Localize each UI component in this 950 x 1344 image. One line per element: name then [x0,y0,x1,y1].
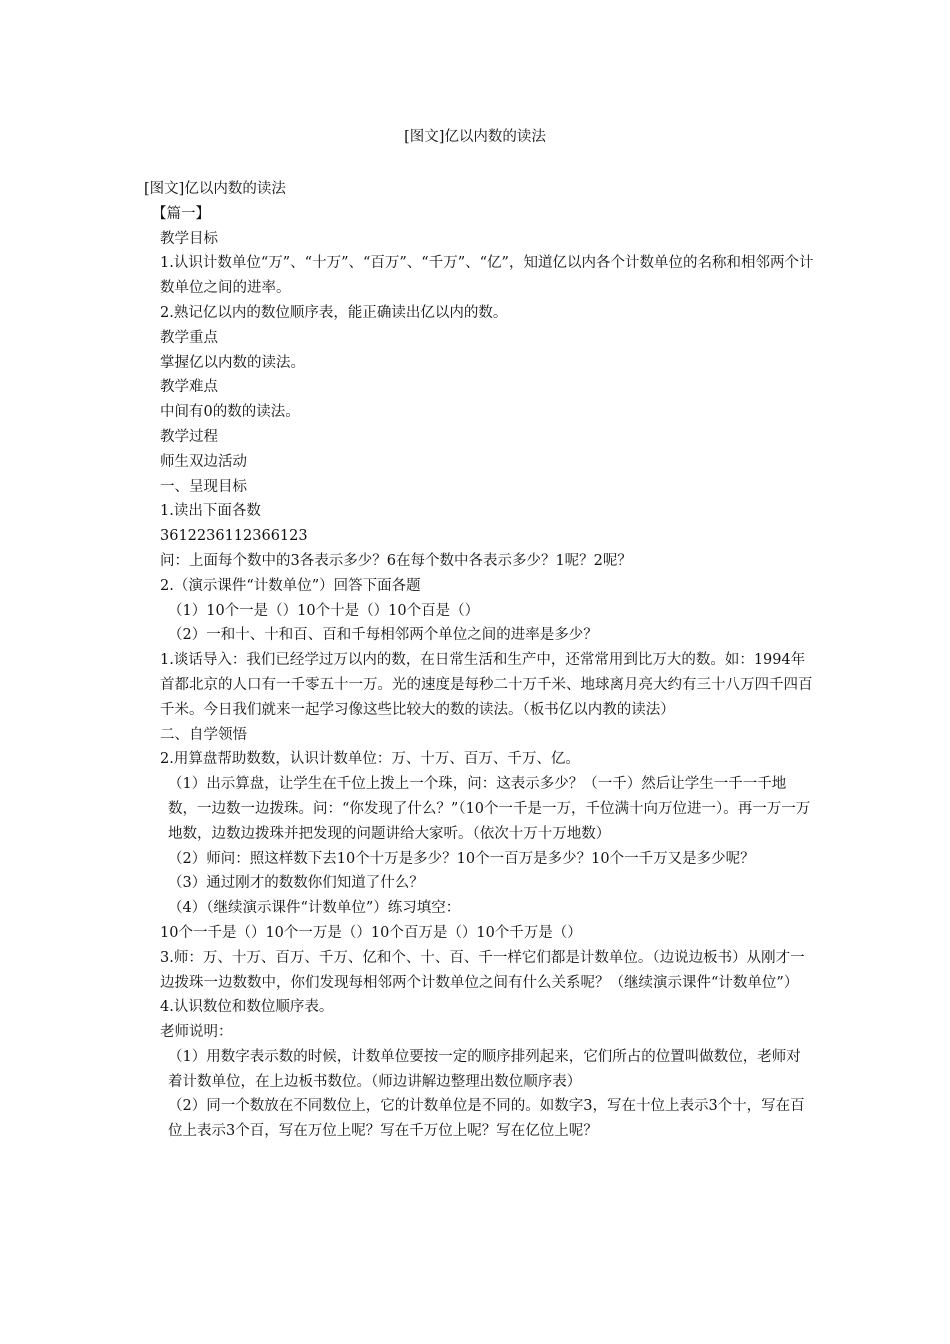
paragraph: 老师说明： [160,1024,233,1041]
paragraph: （4）（继续演示课件“计数单位”）练习填空： [168,900,461,917]
paragraph: （3）通过刚才的数数你们知道了什么？ [168,875,424,892]
paragraph: 2.用算盘帮助数数，认识计数单位：万、十万、百万、千万、亿。 [160,751,580,768]
paragraph: 2.（演示课件“计数单位”）回答下面各题 [160,577,421,594]
paragraph: （1）10个一是（）10个十是（）10个百是（） [168,602,480,619]
paragraph: 二、自学领悟 [160,726,247,743]
paragraph: 4.认识数位和数位顺序表。 [160,999,334,1016]
paragraph: 教学目标 [160,230,218,247]
paragraph: 师生双边活动 [160,453,247,470]
paragraph: 10个一千是（）10个一万是（）10个百万是（）10个千万是（） [160,924,582,941]
paragraph: （1）用数字表示数的时候，计数单位要按一定的顺序排列起来，它们所占的位置叫做数位，老师对着计数单位，在上边板书数位。（师边讲解边整理出数位顺序表） [168,1048,801,1090]
paragraph: 掌握亿以内数的读法。 [160,354,305,371]
paragraph: 一、呈现目标 [160,478,247,495]
paragraph: 3.师：万、十万、百万、千万、亿和个、十、百、千一样它们都是计数单位。（边说边板书）从刚才一边拨珠一边数数中，你们发现每相邻两个计数单位之间有什么关系呢？（继续演示课件“计数单位”） [160,949,805,991]
paragraph: 1.读出下面各数 [160,503,261,520]
paragraph: 【篇一】 [152,205,210,222]
paragraph: 教学重点 [160,329,218,346]
paragraph: 问：上面每个数中的3各表示多少？6在每个数中各表示多少？1呢？2呢？ [160,552,632,569]
paragraph: 1.谈话导入：我们已经学过万以内的数，在日常生活和生产中，还常常用到比万大的数。如：1994年首都北京的人口有一千零五十一万。光的速度是每秒二十万千米、地球离月亮大约有三十八万四千四百千米。今日我们就来一起学习像这些比较大的数的读法。（板书亿以内教的读法） [160,652,813,718]
document-title: [图文]亿以内数的读法 [404,129,546,145]
paragraph: （2）同一个数放在不同数位上，它的计数单位是不同的。如数字3，写在十位上表示3个十，写在百位上表示3个百，写在万位上呢？写在千万位上呢？写在亿位上呢？ [168,1098,805,1140]
paragraph: 1.认识计数单位“万”、“十万”、“百万”、“千万”、“亿”，知道亿以内各个计数单位的名称和相邻两个计数单位之间的进率。 [160,255,814,297]
document-body [144,177,814,1144]
paragraph: [图文]亿以内数的读法 [144,181,286,197]
paragraph: 教学过程 [160,428,218,445]
paragraph: （1）出示算盘，让学生在千位上拨上一个珠，问：这表示多少？（一千）然后让学生一千一千地数，一边数一边拨珠。问：“你发现了什么？”（10个一千是一万，千位满十向万位进一）。再一万一万地数，边数边拨珠并把发现的问题讲给大家听。（依次十万十万地数） [168,776,811,842]
paragraph: 2.熟记亿以内的数位顺序表，能正确读出亿以内的数。 [160,304,508,321]
paragraph: （2）一和十、十和百、百和千每相邻两个单位之间的进率是多少？ [168,627,598,644]
paragraph: （2）师问：照这样数下去10个十万是多少？10个一百万是多少？10个一千万又是多少呢？ [168,850,755,867]
paragraph: 教学难点 [160,379,218,396]
paragraph: 中间有0的数的读法。 [160,404,300,421]
paragraph: 3612236112366123 [160,528,308,545]
